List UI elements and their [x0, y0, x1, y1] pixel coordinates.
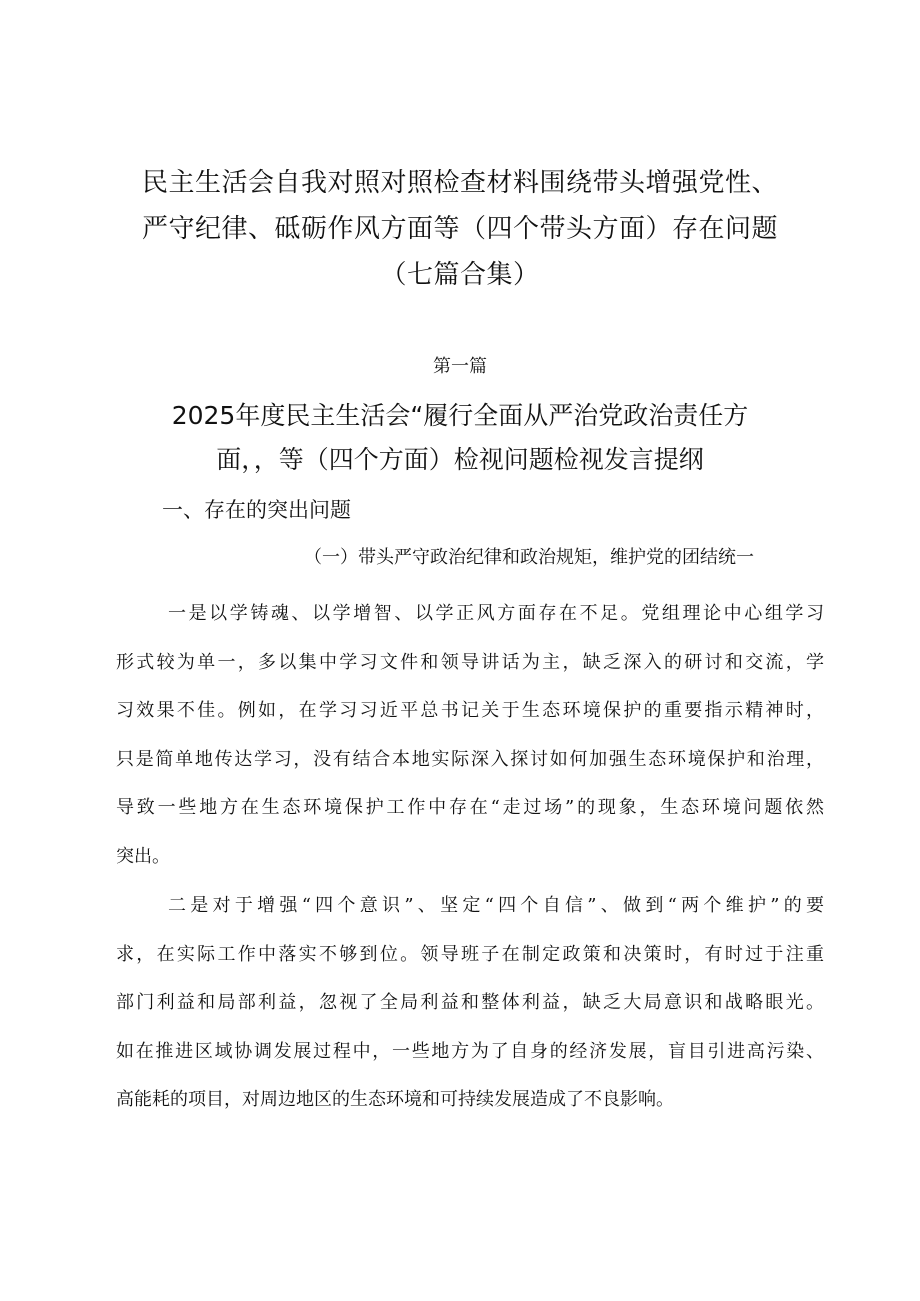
paragraph-line: 只是简单地传达学习，没有结合本地实际深入探讨如何加强生态环境保护和治理， — [116, 748, 824, 770]
paragraph-line: 习效果不佳。例如，在学习习近平总书记关于生态环境保护的重要指示精神时， — [116, 700, 824, 721]
body-paragraph-1 — [116, 590, 824, 881]
chapter-title-line-1: 2025年度民主生活会“履行全面从严治党政治责任方 — [171, 401, 749, 430]
title-line-2: 严守纪律、砥砺作风方面等（四个带头方面）存在问题 — [141, 214, 778, 244]
body-paragraph-2 — [116, 882, 824, 1125]
title-line-3: （七篇合集） — [380, 260, 540, 290]
paragraph-line: 突出。 — [116, 845, 170, 867]
paragraph-line: 一是以学铸魂、以学增智、以学正风方面存在不足。党组理论中心组学习 — [168, 603, 824, 624]
paragraph-line: 二是对于增强“四个意识”、坚定“四个自信”、做到“两个维护”的要 — [168, 895, 824, 916]
paragraph-line: 求，在实际工作中落实不够到位。领导班子在制定政策和决策时，有时过于注重 — [116, 943, 824, 965]
paragraph-line: 部门利益和局部利益，忽视了全局利益和整体利益，缺乏大局意识和战略眼光。 — [116, 992, 824, 1013]
title-line-1: 民主生活会自我对照对照检查材料围绕带头增强党性、 — [141, 168, 778, 198]
chapter-title-line-2: 面，，等（四个方面）检视问题检视发言提纲 — [216, 445, 704, 474]
paragraph-line: 高能耗的项目，对周边地区的生态环境和可持续发展造成了不良影响。 — [116, 1089, 674, 1110]
section-heading: 一、存在的突出问题 — [162, 498, 351, 522]
paragraph-line: 导致一些地方在生态环境保护工作中存在“走过场”的现象，生态环境问题依然 — [116, 797, 824, 818]
paragraph-line: 如在推进区域协调发展过程中，一些地方为了自身的经济发展，盲目引进高污染、 — [116, 1040, 824, 1062]
document-title — [110, 160, 810, 298]
sub-heading: （一）带头严守政治纪律和政治规矩，维护党的团结统一 — [304, 547, 754, 568]
chapter-title — [110, 394, 810, 482]
chapter-label: 第一篇 — [433, 356, 487, 377]
paragraph-line: 形式较为单一，多以集中学习文件和领导讲话为主，缺乏深入的研讨和交流，学 — [116, 651, 824, 673]
